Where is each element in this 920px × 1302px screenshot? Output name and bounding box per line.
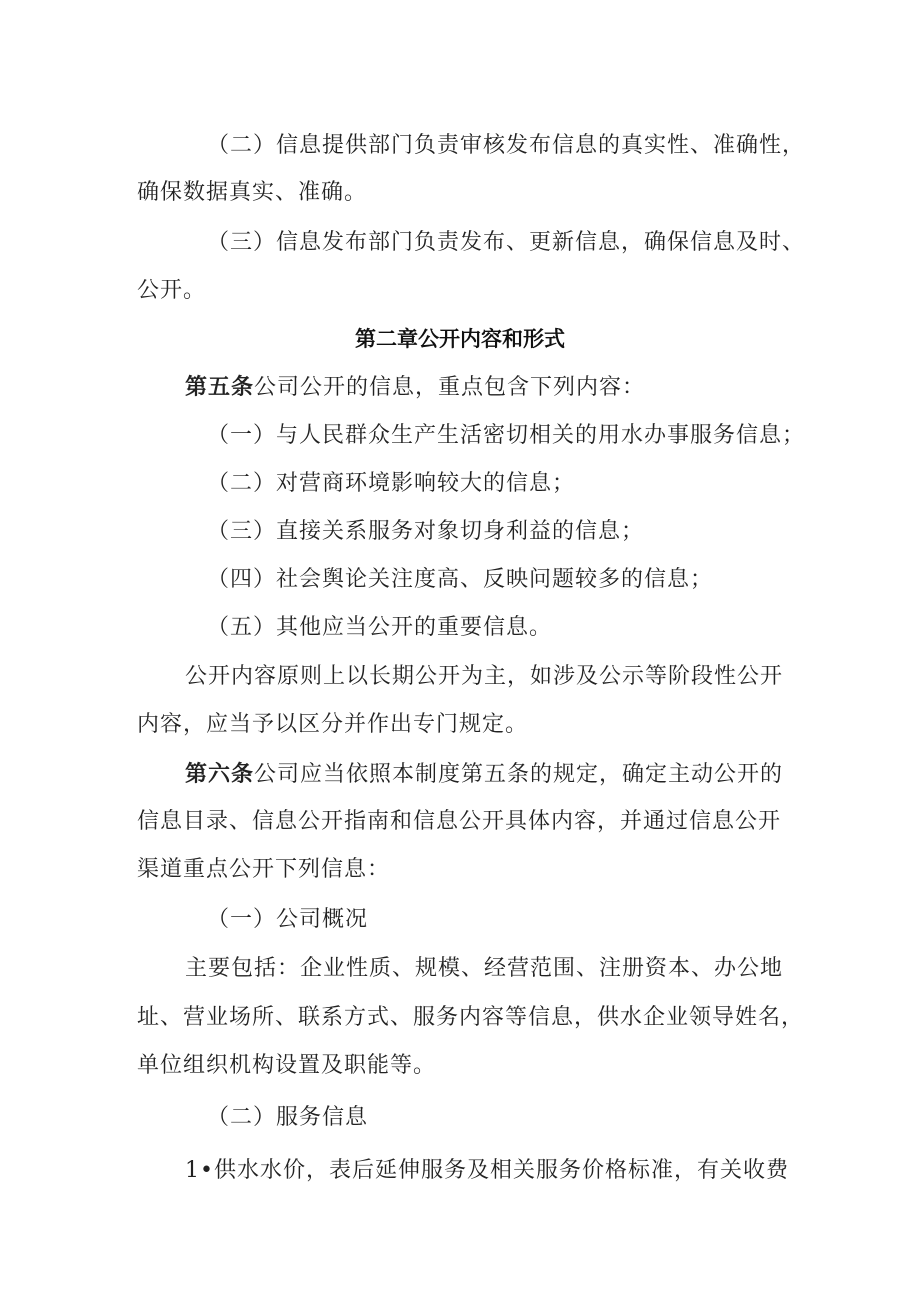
paragraph-line: 单位组织机构设置及职能等。 (137, 1053, 437, 1078)
article-five-line (185, 372, 645, 403)
subsection-title: （一）公司概况 (207, 907, 369, 932)
paragraph-line: 址、营业场所、联系方式、服务内容等信息，供水企业领导姓名， (137, 1005, 805, 1030)
paragraph-line: 主要包括：企业性质、规模、经营范围、注册资本、办公地 (185, 956, 784, 981)
list-item: （四）社会舆论关注度高、反映问题较多的信息； (207, 567, 714, 592)
list-item: （五）其他应当公开的重要信息。 (207, 615, 553, 640)
paragraph-line: 信息目录、信息公开指南和信息公开具体内容，并通过信息公开 (137, 809, 782, 834)
paragraph-line: 渠道重点公开下列信息： (137, 857, 391, 882)
article-label: 第六条 (185, 761, 255, 787)
chapter-heading: 第二章公开内容和形式 (355, 327, 565, 351)
paragraph-line: 确保数据真实、准确。 (137, 180, 368, 205)
article-label: 第五条 (185, 374, 255, 400)
list-item: （一）与人民群众生产生活密切相关的用水办事服务信息； (207, 423, 806, 448)
paragraph-line: 公开内容原则上以长期公开为主，如涉及公示等阶段性公开 (185, 664, 784, 689)
article-text: 公司应当依照本制度第五条的规定，确定主动公开的 (254, 762, 784, 787)
subsection-title: （二）服务信息 (207, 1105, 369, 1130)
article-text: 公司公开的信息，重点包含下列内容： (254, 375, 646, 400)
paragraph-line: 内容，应当予以区分并作出专门规定。 (137, 712, 529, 737)
paragraph-line: （三）信息发布部门负责发布、更新信息，确保信息及时、 (207, 230, 806, 255)
paragraph-line: 1•供水水价，表后延伸服务及相关服务价格标准，有关收费 (185, 1158, 789, 1183)
article-six-line (185, 759, 783, 790)
paragraph-line: 公开。 (137, 278, 207, 303)
list-item: （三）直接关系服务对象切身利益的信息； (207, 519, 645, 544)
list-item: （二）对营商环境影响较大的信息； (207, 471, 576, 496)
paragraph-line: （二）信息提供部门负责审核发布信息的真实性、准确性， (207, 133, 806, 158)
